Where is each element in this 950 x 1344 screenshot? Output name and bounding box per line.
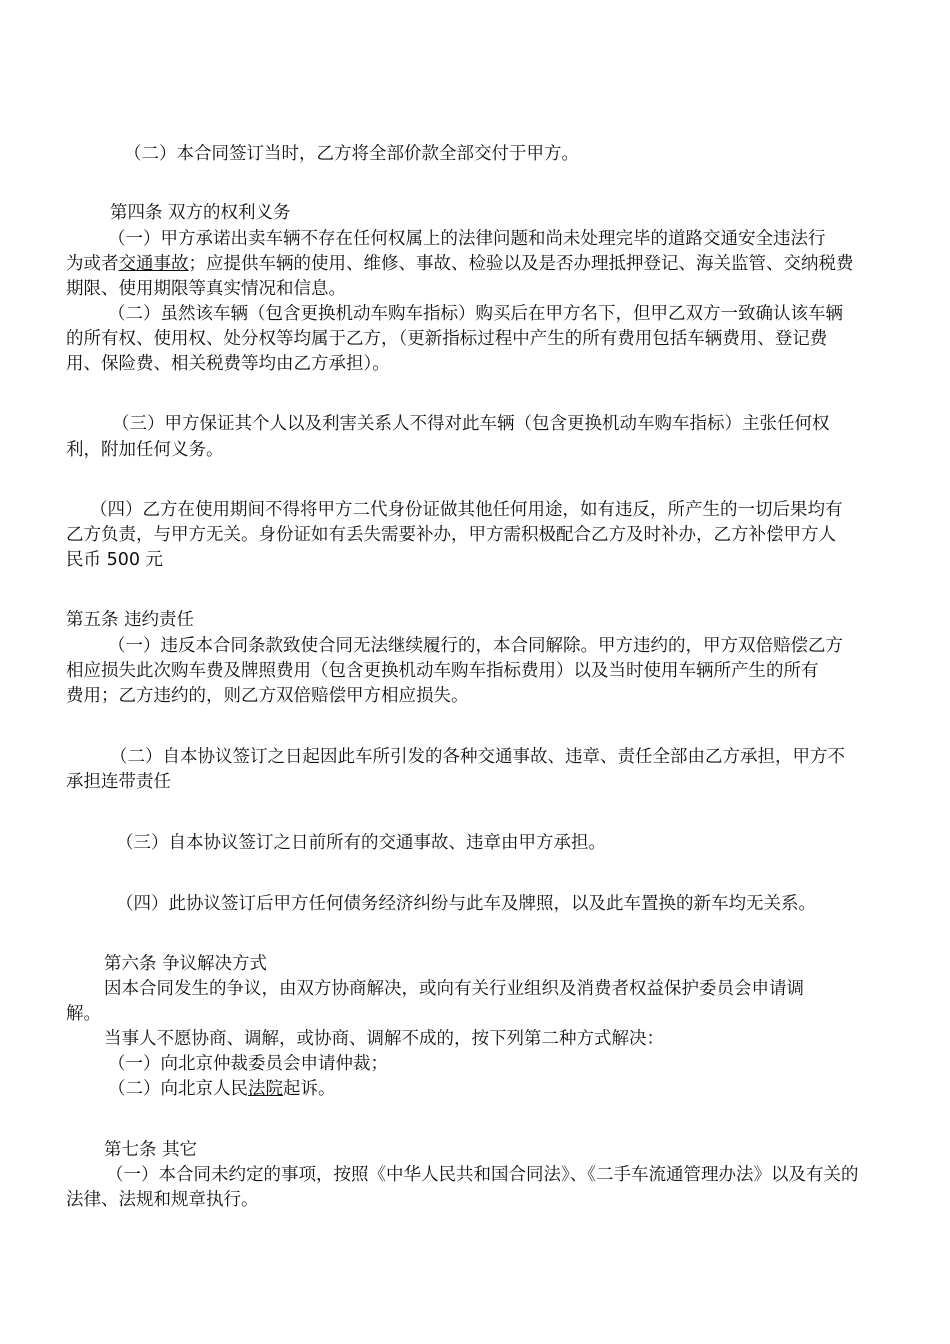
article4-item3-line2: 利，附加任何义务。	[66, 440, 224, 460]
article7-item1-line2: 法律、法规和规章执行。	[66, 1190, 259, 1210]
article6-p1-line1: 因本合同发生的争议，由双方协商解决，或向有关行业组织及消费者权益保护委员会申请调	[104, 979, 804, 999]
article4-item1-line3: 期限、使用期限等真实情况和信息。	[66, 279, 346, 299]
article7-heading: 第七条 其它	[104, 1140, 198, 1160]
article4-item2-line1: （二）虽然该车辆（包含更换机动车购车指标）购买后在甲方名下，但甲乙双方一致确认该车辆	[108, 304, 843, 324]
article4-item4-line3: 民币 500 元	[66, 550, 164, 570]
clause3-item2: （二）本合同签订当时，乙方将全部价款全部交付于甲方。	[124, 144, 579, 164]
article6-option2	[108, 1077, 888, 1101]
traffic-accident-link[interactable]: 交通事故	[118, 254, 189, 274]
article6-p1-line2: 解。	[66, 1004, 101, 1024]
article6-option2-post: 起诉。	[283, 1079, 336, 1099]
article5-item4: （四）此协议签订后甲方任何债务经济纠纷与此车及牌照，以及此车置换的新车均无关系。	[116, 894, 816, 914]
article7-item1-line1: （一）本合同未约定的事项，按照《中华人民共和国合同法》、《二手车流通管理办法》以及有关的	[106, 1165, 859, 1185]
article4-item1-line2-pre: 为或者	[66, 254, 119, 274]
article4-item1-line2	[66, 252, 888, 276]
article4-heading: 第四条 双方的权利义务	[110, 203, 291, 223]
article5-item1-line3: 费用；乙方违约的，则乙方双倍赔偿甲方相应损失。	[66, 686, 469, 706]
article5-item1-line2: 相应损失此次购车费及牌照费用（包含更换机动车购车指标费用）以及当时使用车辆所产生的所有	[66, 661, 819, 681]
article4-item1-line1: （一）甲方承诺出卖车辆不存在任何权属上的法律问题和尚未处理完毕的道路交通安全违法行	[108, 229, 826, 249]
article4-item2-line2: 的所有权、使用权、处分权等均属于乙方，（更新指标过程中产生的所有费用包括车辆费用、登记费	[66, 329, 828, 349]
article5-item3: （三）自本协议签订之日前所有的交通事故、违章由甲方承担。	[116, 833, 606, 853]
court-link[interactable]: 法院	[248, 1079, 283, 1099]
article6-option1: （一）向北京仲裁委员会申请仲裁；	[108, 1054, 388, 1074]
article4-item4-line1: （四）乙方在使用期间不得将甲方二代身份证做其他任何用途，如有违反，所产生的一切后果均有	[90, 500, 843, 520]
article5-item2-line1: （二）自本协议签订之日起因此车所引发的各种交通事故、违章、责任全部由乙方承担，甲方不	[110, 747, 845, 767]
article4-item3-line1: （三）甲方保证其个人以及利害关系人不得对此车辆（包含更换机动车购车指标）主张任何权	[112, 414, 830, 434]
article6-option2-pre: （二）向北京人民	[108, 1079, 248, 1099]
article4-item1-line2-post: ；应提供车辆的使用、维修、事故、检验以及是否办理抵押登记、海关监管、交纳税费	[188, 254, 854, 274]
article6-heading: 第六条 争议解决方式	[104, 954, 268, 974]
article5-heading: 第五条 违约责任	[66, 610, 195, 630]
article5-item1-line1: （一）违反本合同条款致使合同无法继续履行的，本合同解除。甲方违约的，甲方双倍赔偿乙方	[108, 636, 843, 656]
article4-item4-line2: 乙方负责，与甲方无关。身份证如有丢失需要补办，甲方需积极配合乙方及时补办，乙方补偿甲方人	[66, 525, 836, 545]
article4-item2-line3: 用、保险费、相关税费等均由乙方承担）。	[66, 354, 390, 374]
article6-p2: 当事人不愿协商、调解，或协商、调解不成的，按下列第二种方式解决：	[104, 1029, 664, 1049]
article5-item2-line2: 承担连带责任	[66, 772, 171, 792]
